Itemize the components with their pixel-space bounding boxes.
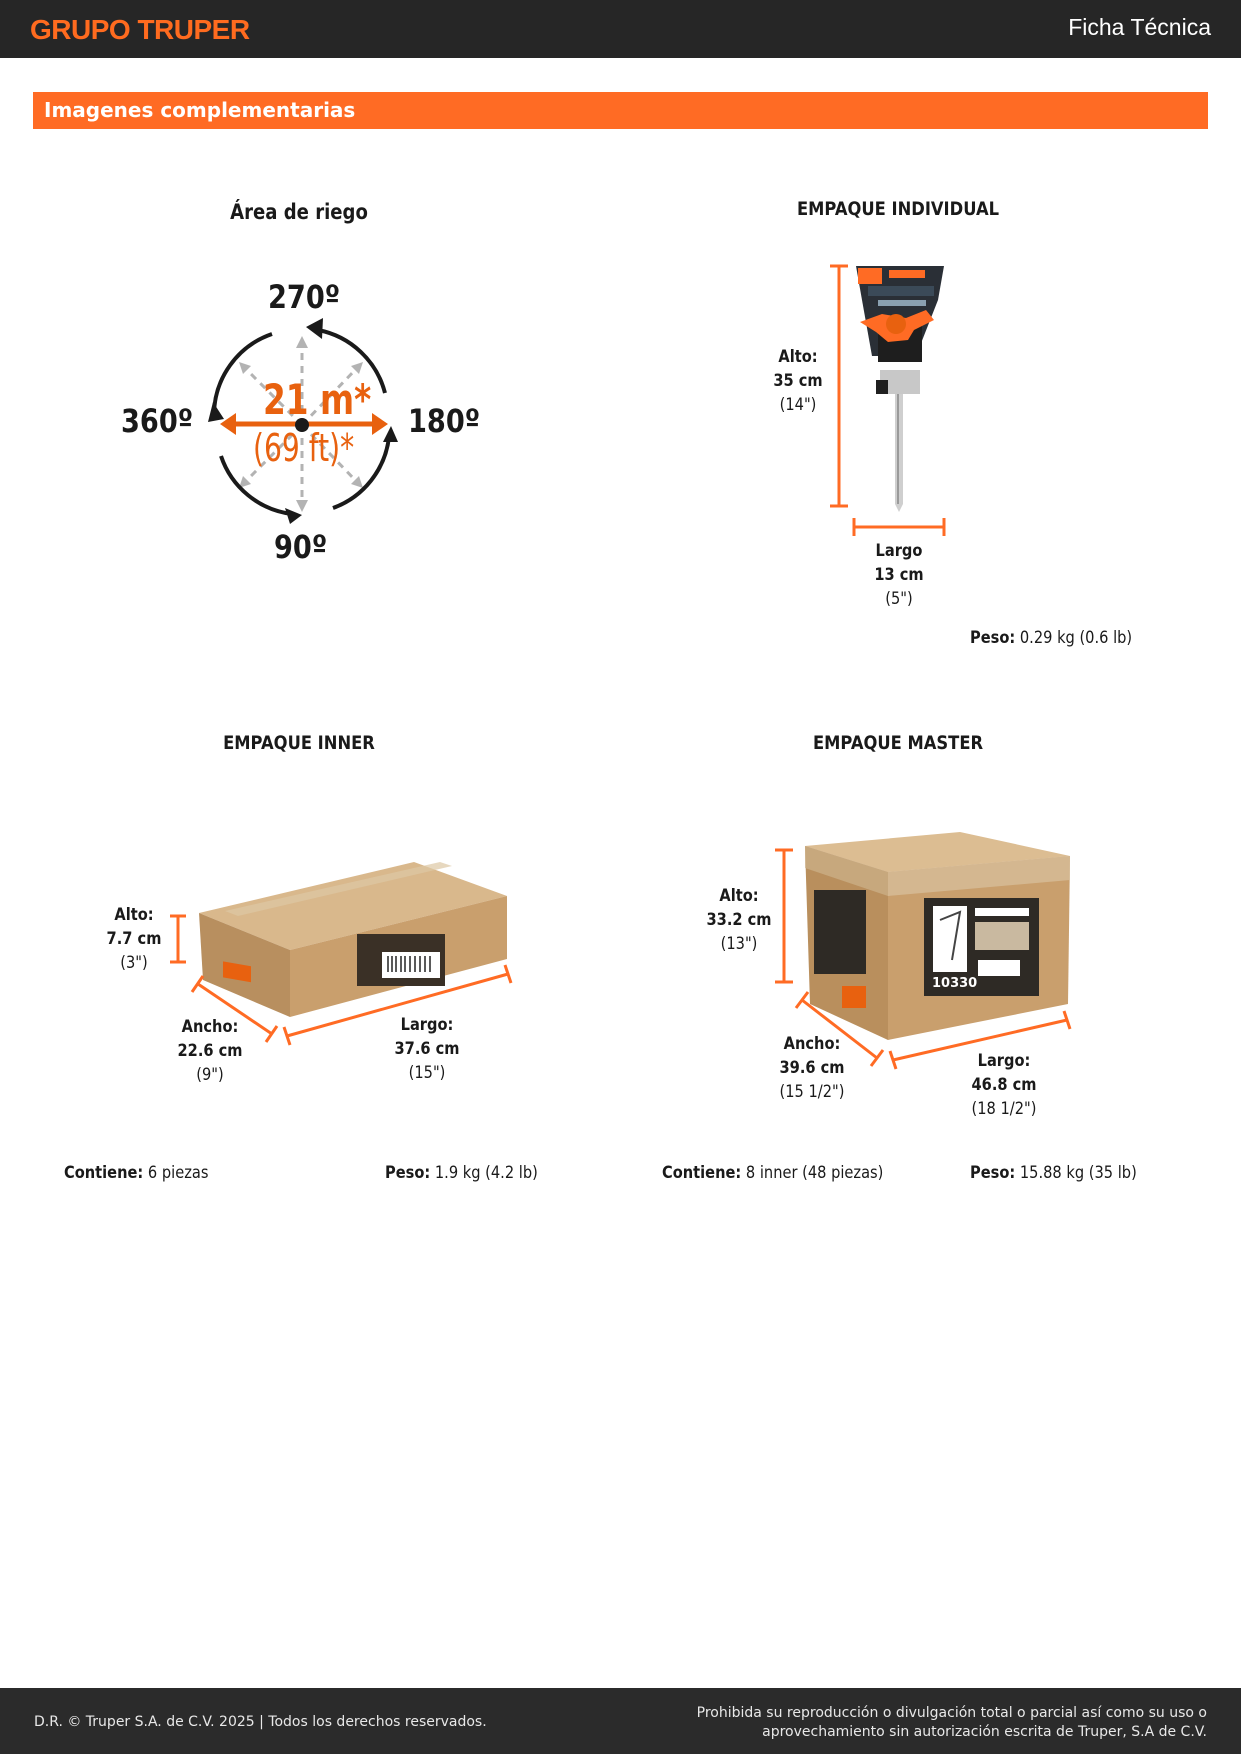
master-alto-label: Alto: 33.2 cm (13") [706,886,772,954]
inner-title: EMPAQUE INNER [223,732,375,754]
footer-legal-line-1: Prohibida su reproducción o divulgación total o parcial así como su uso o [696,1705,1207,1721]
footer-legal-line-2: aprovechamiento sin autorización escrita de Truper, S.A de C.V. [762,1724,1207,1740]
footer-legal-notice [697,1704,1207,1742]
radius-meters: 21 m* [263,375,372,424]
section-title: Imagenes complementarias [44,98,356,122]
footer-copyright: D.R. © Truper S.A. de C.V. 2025 | Todos los derechos reservados. [34,1714,487,1730]
master-ancho-label: Ancho: 39.6 cm (15 1/2") [779,1034,845,1102]
angle-360-label: 360º [121,402,194,440]
radius-feet: (69 ft)* [253,426,355,470]
individual-title: EMPAQUE INDIVIDUAL [796,198,1000,220]
inner-contiene: Contiene: 6 piezas [64,1163,209,1183]
brand-logo: GRUPO TRUPER [30,14,250,45]
individual-largo-label: Largo 13 cm (5") [874,541,924,609]
angle-90-label: 90º [274,528,328,566]
inner-alto-label: Alto: 7.7 cm (3") [106,905,162,973]
master-largo-label: Largo: 46.8 cm (18 1/2") [971,1051,1037,1119]
document-title: Ficha Técnica [1068,14,1211,40]
master-peso: Peso: 15.88 kg (35 lb) [970,1163,1137,1183]
riego-title: Área de riego [230,200,368,224]
individual-peso: Peso: 0.29 kg (0.6 lb) [970,628,1133,648]
master-box-code: 10330 [932,976,978,991]
master-title: EMPAQUE MASTER [812,732,984,754]
angle-180-label: 180º [408,402,481,440]
master-contiene: Contiene: 8 inner (48 piezas) [662,1163,884,1183]
inner-peso: Peso: 1.9 kg (4.2 lb) [385,1163,538,1183]
angle-270-label: 270º [268,278,341,316]
individual-alto-label: Alto: 35 cm (14") [773,347,823,415]
inner-ancho-label: Ancho: 22.6 cm (9") [177,1017,243,1085]
inner-largo-label: Largo: 37.6 cm (15") [394,1015,460,1083]
footer-bar [0,1688,1241,1754]
